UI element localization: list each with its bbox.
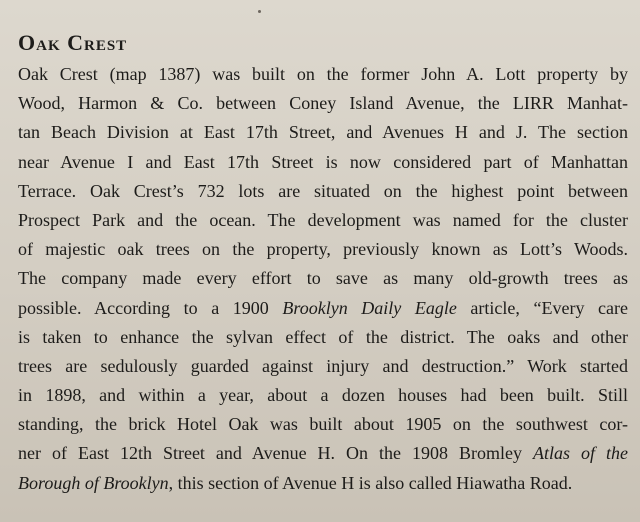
text-line: Wood, Harmon & Co. between Coney Island Avenue, the LIRR Manhat- <box>18 93 628 114</box>
atlas-title-start: Atlas of the <box>533 443 628 464</box>
publication-title: Brooklyn Daily Eagle <box>282 297 457 318</box>
page-mark <box>258 10 261 13</box>
text-line: The company made every effort to save as many old-growth trees as <box>18 268 628 289</box>
text-line: possible. According to a 1900 Brooklyn Daily Eagle article, “Every care <box>18 297 628 318</box>
text-line: tan Beach Division at East 17th Street, and Avenues H and J. The section <box>18 122 628 143</box>
text-line: Prospect Park and the ocean. The development was named for the cluster <box>18 209 628 230</box>
section-title: Oak Crest <box>18 30 128 55</box>
body-text <box>18 60 628 510</box>
text-line: Oak Crest (map 1387) was built on the former John A. Lott property by <box>18 64 628 84</box>
text-line: Terrace. Oak Crest’s 732 lots are situated on the highest point between <box>18 180 628 201</box>
atlas-title-end: Borough of Brooklyn <box>18 472 169 493</box>
text-line: Borough of Brooklyn, this section of Avenue H is also called Hiawatha Road. <box>18 472 573 493</box>
text-line: near Avenue I and East 17th Street is now considered part of Manhattan <box>18 151 628 172</box>
text-line: in 1898, and within a year, about a dozen houses had been built. Still <box>18 385 628 406</box>
text-line: trees are sedulously guarded against injury and destruction.” Work started <box>18 355 628 376</box>
text-line: standing, the brick Hotel Oak was built about 1905 on the southwest cor- <box>18 414 628 435</box>
text-line: is taken to enhance the sylvan effect of the district. The oaks and other <box>18 326 628 347</box>
text-line: of majestic oak trees on the property, previously known as Lott’s Woods. <box>18 239 628 260</box>
text-line: ner of East 12th Street and Avenue H. On the 1908 Bromley Atlas of the <box>18 443 628 464</box>
